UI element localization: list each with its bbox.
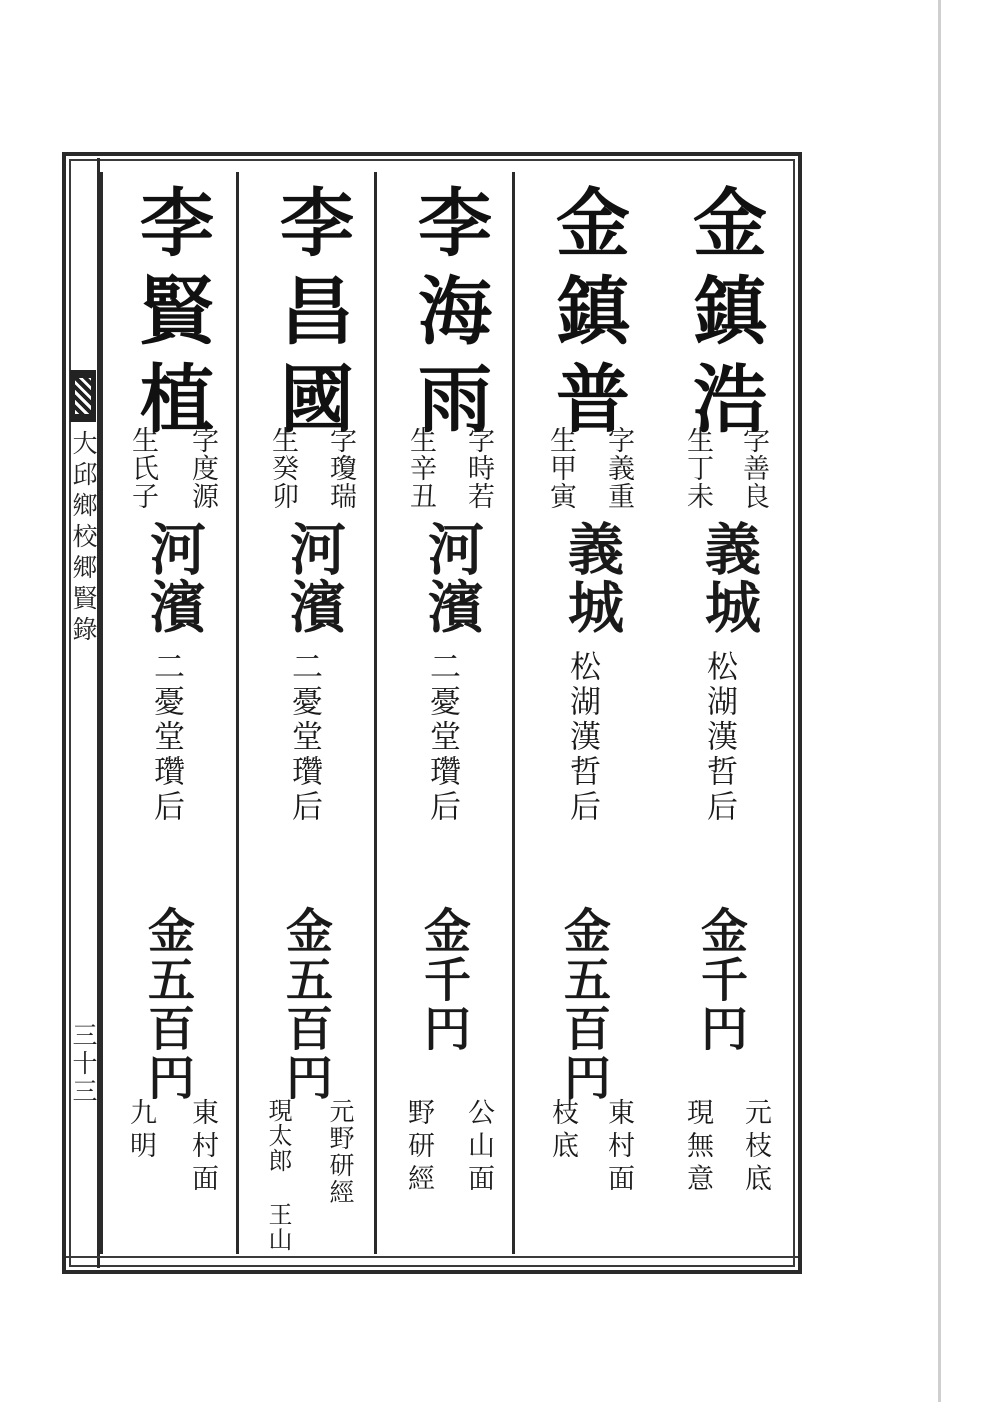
entry-column-5 [100,172,236,1254]
entry-clan-seat: 河濱 [419,520,485,636]
margin-page-number: 三十三 [69,1022,98,1106]
entry-ancestor: 二憂堂瓚后 [286,650,322,825]
entry-remark-1: 公山面 [463,1098,494,1197]
entry-ancestor: 二憂堂瓚后 [424,650,460,825]
fish-tail-marker [70,370,96,422]
scan-edge-line [938,0,941,1402]
entry-birth-year: 生甲寅 [545,426,576,510]
bottom-rule [66,1256,798,1258]
entry-ancestor: 松湖漢哲后 [701,650,737,825]
entry-remark-1: 元野研經 [326,1098,355,1206]
entry-donation: 金五百円 [556,906,611,1102]
entry-birth-year: 生氏子 [127,426,158,510]
entry-courtesy-name: 字善良 [738,426,769,510]
entry-remark-2: 現太郎 王山 [264,1098,292,1252]
entry-ancestor: 二憂堂瓚后 [148,650,184,825]
entry-name: 李海雨 [406,184,492,448]
entry-ancestor: 松湖漢哲后 [564,650,600,825]
entry-donation: 金千円 [416,906,471,1053]
entry-courtesy-name: 字義重 [603,426,634,510]
entry-clan-seat: 河濱 [141,520,207,636]
entry-name: 金鎮普 [544,184,630,448]
entry-birth-year: 生丁未 [682,426,713,510]
entry-remark-1: 東村面 [187,1098,218,1197]
entry-courtesy-name: 字時若 [463,426,494,510]
entry-courtesy-name: 字瓊瑞 [325,426,356,510]
entry-column-4 [236,172,374,1254]
entry-remark-2: 野研經 [403,1098,434,1197]
entry-birth-year: 生辛丑 [405,426,436,510]
margin-title: 大邱鄉校郷賢錄 [69,430,98,647]
entry-clan-seat: 義城 [559,520,625,636]
entry-remark-2: 九明 [125,1098,156,1164]
entry-donation: 金千円 [693,906,748,1053]
entry-name: 李昌國 [268,184,354,448]
entry-remark-1: 元枝底 [740,1098,771,1197]
entry-remark-2: 現無意 [682,1098,713,1197]
entry-column-2 [512,172,652,1254]
entry-donation: 金五百円 [140,906,195,1102]
entry-name: 金鎮浩 [681,184,767,448]
entry-remark-2: 枝底 [547,1098,578,1164]
entry-clan-seat: 義城 [696,520,762,636]
entry-birth-year: 生癸卯 [267,426,298,510]
entry-donation: 金五百円 [278,906,333,1102]
entry-name: 李賢植 [128,184,214,448]
entry-courtesy-name: 字度源 [187,426,218,510]
entry-clan-seat: 河濱 [281,520,347,636]
entry-remark-1: 東村面 [603,1098,634,1197]
entry-column-3 [374,172,512,1254]
entry-column-1 [652,172,786,1254]
